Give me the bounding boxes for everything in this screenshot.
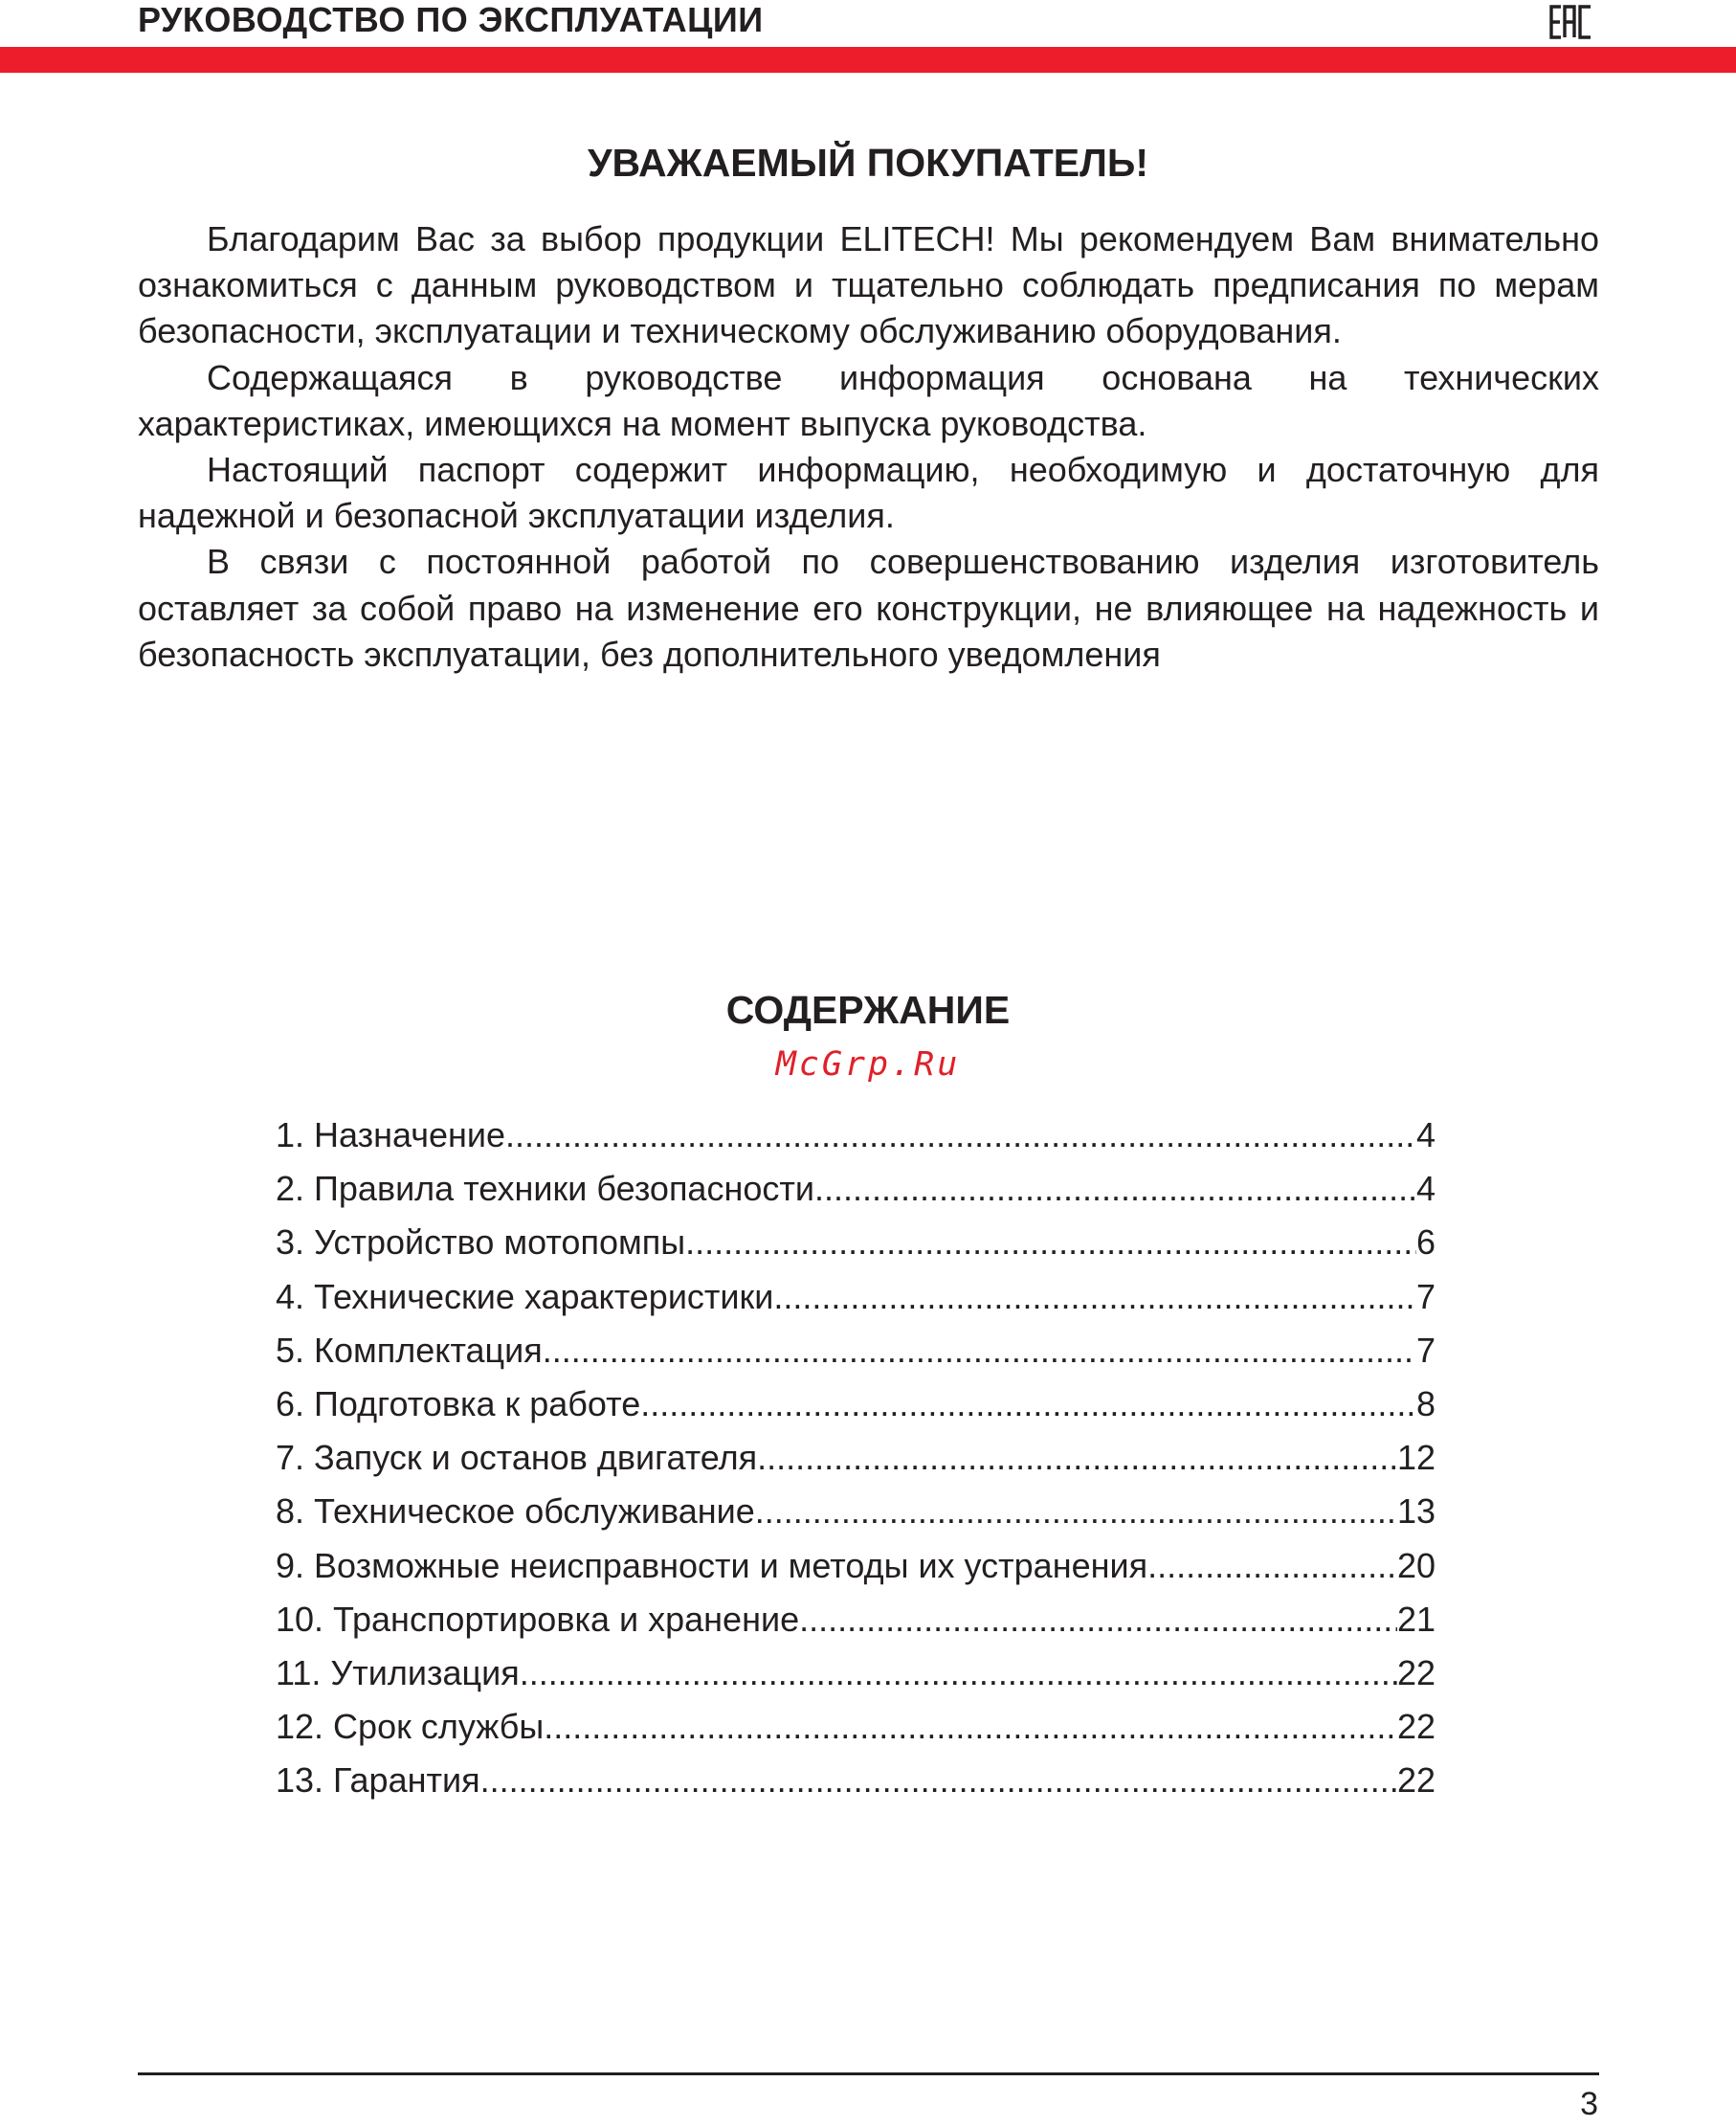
toc-entry-page: 4 [1415,1169,1436,1209]
toc-entry-title: 3. Устройство мотопомпы [276,1222,686,1263]
toc-entry[interactable] [276,1700,1436,1754]
toc-entry-page: 22 [1396,1652,1436,1692]
toc-entry-page: 13 [1396,1491,1436,1532]
toc-leader-dots [520,1646,1397,1700]
toc-entry[interactable] [276,1485,1436,1538]
intro-text [138,216,1599,678]
intro-paragraph: Содержащаяся в руководстве информация основана на технических характеристиках, имеющихся на момент выпуска руководства. [138,357,1599,443]
header-accent-bar [0,47,1736,73]
toc-entry-title: 8. Техническое обслуживание [276,1491,755,1532]
toc-entry-title: 6. Подготовка к работе [276,1383,641,1423]
toc-entry[interactable] [276,1539,1436,1593]
toc-leader-dots [543,1324,1416,1377]
toc-entry[interactable] [276,1593,1436,1646]
toc-entry-page: 22 [1396,1760,1436,1801]
toc-leader-dots [799,1593,1397,1646]
toc-leader-dots [814,1162,1416,1216]
toc-entry[interactable] [276,1270,1436,1324]
toc-entry-title: 13. Гарантия [276,1760,480,1801]
toc-entry-title: 9. Возможные неисправности и методы их устранения [276,1545,1148,1585]
intro-paragraph: В связи с постоянной работой по совершенствованию изделия изготовитель оставляет за собой право на изменение его конструкции, не влияющее на надежность и безопасность эксплуатации, без дополнительного уведомления [138,542,1599,674]
toc-entry-page: 20 [1396,1545,1436,1585]
header-title: РУКОВОДСТВО ПО ЭКСПЛУАТАЦИИ [138,0,764,39]
toc-entry-title: 4. Технические характеристики [276,1276,774,1316]
toc-leader-dots [505,1108,1416,1162]
toc-entry[interactable] [276,1324,1436,1377]
toc-entry-page: 7 [1415,1330,1436,1370]
table-of-contents [276,1108,1436,1807]
toc-entry-page: 22 [1396,1707,1436,1747]
intro-paragraph: Настоящий паспорт содержит информацию, необходимую и достаточную для надежной и безопасной эксплуатации изделия. [138,450,1599,536]
toc-leader-dots [757,1431,1397,1485]
toc-entry-title: 11. Утилизация [276,1652,520,1692]
toc-entry-title: 2. Правила техники безопасности [276,1169,814,1209]
toc-entry-page: 21 [1396,1599,1436,1639]
toc-entry[interactable] [276,1431,1436,1485]
toc-entry-title: 5. Комплектация [276,1330,543,1370]
toc-entry-page: 12 [1396,1438,1436,1478]
toc-entry-title: 1. Назначение [276,1115,506,1154]
toc-entry-page: 4 [1415,1115,1436,1154]
toc-leader-dots [544,1700,1397,1754]
intro-paragraph: Благодарим Вас за выбор продукции ELITECH! Мы рекомендуем Вам внимательно ознакомиться с данным руководством и тщательно соблюдать предписания по мерам безопасности, эксплуатации и техническому обслуживанию оборудования. [138,219,1599,351]
footer-divider [138,2072,1599,2075]
toc-entry-page: 6 [1415,1222,1436,1263]
toc-entry-page: 8 [1415,1383,1436,1423]
toc-entry[interactable] [276,1646,1436,1700]
toc-entry[interactable] [276,1108,1436,1162]
toc-entry[interactable] [276,1377,1436,1431]
contents-title: СОДЕРЖАНИЕ [725,988,1011,1033]
page-number: 3 [1580,2086,1598,2122]
toc-entry-title: 12. Срок службы [276,1707,545,1747]
toc-leader-dots [773,1270,1416,1324]
toc-entry-page: 7 [1415,1276,1436,1316]
toc-leader-dots [480,1754,1397,1807]
greeting-title: УВАЖАЕМЫЙ ПОКУПАТЕЛЬ! [587,141,1149,186]
toc-entry[interactable] [276,1754,1436,1807]
eac-certification-logo [1548,4,1594,40]
toc-leader-dots [640,1377,1416,1431]
watermark: McGrp.Ru [775,1045,961,1084]
toc-entry[interactable] [276,1216,1436,1269]
toc-leader-dots [1147,1539,1397,1593]
toc-entry-title: 7. Запуск и останов двигателя [276,1438,758,1478]
toc-entry-title: 10. Транспортировка и хранение [276,1599,800,1639]
toc-leader-dots [755,1485,1397,1538]
toc-entry[interactable] [276,1162,1436,1216]
toc-leader-dots [685,1216,1416,1269]
